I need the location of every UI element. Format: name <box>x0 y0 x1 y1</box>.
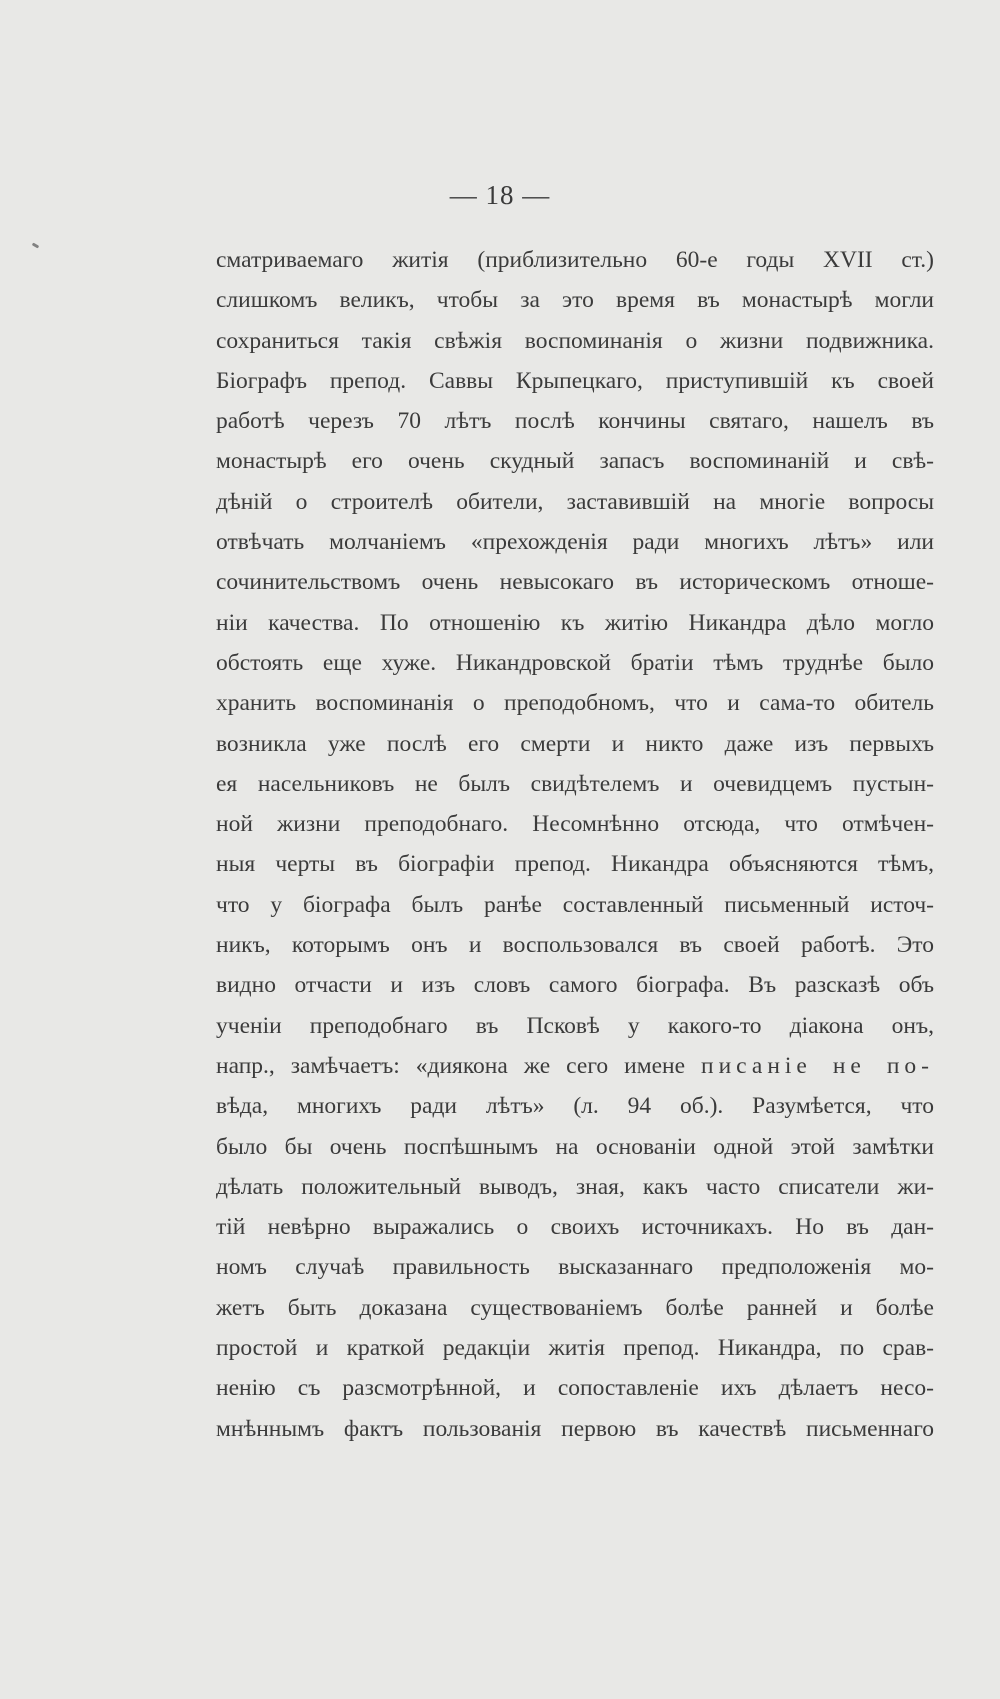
text-line: мнѣннымъ фактъ пользованія первою въ качествѣ письменнаго <box>216 1415 934 1442</box>
text-line: тій невѣрно выражались о своихъ источникахъ. Но въ дан- <box>216 1214 934 1241</box>
paper-speck <box>32 242 40 248</box>
text-line: монастырѣ его очень скудный запасъ воспоминаній и свѣ- <box>216 448 934 475</box>
text-line: обстоять еще хуже. Никандровской братіи тѣмъ труднѣе было <box>216 649 934 676</box>
text-line: что у біографа былъ ранѣе составленный письменный источ- <box>216 891 934 918</box>
text-line: ненію съ разсмотрѣнной, и сопоставленіе ихъ дѣлаетъ несо- <box>216 1375 934 1402</box>
text-line: ной жизни преподобнаго. Несомнѣнно отсюда, что отмѣчен- <box>216 811 934 838</box>
text-line: дѣній о строителѣ обители, заставившій на многіе вопросы <box>216 488 934 515</box>
text-line: простой и краткой редакціи житія препод. Никандра, по срав- <box>216 1335 934 1362</box>
text-line: ніи качества. По отношенію къ житію Никандра дѣло могло <box>216 609 934 636</box>
spaced-emphasis: писаніе не по- <box>701 1052 934 1079</box>
text-line: отвѣчать молчаніемъ «прехожденія ради многихъ лѣтъ» или <box>216 529 934 556</box>
text-line: дѣлать положительный выводъ, зная, какъ часто списатели жи- <box>216 1173 934 1200</box>
text-segment: напр., замѣчаетъ: «диякона же сего имене <box>216 1052 686 1079</box>
page-number: — 18 — <box>449 180 551 210</box>
text-line: работѣ черезъ 70 лѣтъ послѣ кончины святаго, нашелъ въ <box>216 408 934 435</box>
text-line: было бы очень поспѣшнымъ на основаніи одной этой замѣтки <box>216 1133 934 1160</box>
text-line: возникла уже послѣ его смерти и никто даже изъ первыхъ <box>216 730 934 757</box>
text-line: видно отчасти и изъ словъ самого біографа. Въ разсказѣ объ <box>216 972 934 999</box>
text-line: сматриваемаго житія (приблизительно 60-е годы XVII ст.) <box>216 247 934 273</box>
text-line: вѣда, многихъ ради лѣтъ» (л. 94 об.). Разумѣется, что <box>216 1093 934 1120</box>
text-line: Біографъ препод. Саввы Крыпецкаго, приступившій къ своей <box>216 367 934 394</box>
text-line-with-spaced-quote <box>216 1046 934 1086</box>
text-line: никъ, которымъ онъ и воспользовался въ своей работѣ. Это <box>216 932 934 959</box>
body-text <box>216 240 934 1449</box>
text-line: ныя черты въ біографіи препод. Никандра объясняются тѣмъ, <box>216 851 934 878</box>
text-line: ученіи преподобнаго въ Псковѣ у какого-то діакона онъ, <box>216 1012 934 1039</box>
text-line: хранить воспоминанія о преподобномъ, что и сама-то обитель <box>216 690 934 717</box>
text-line: жетъ быть доказана существованіемъ болѣе ранней и болѣе <box>216 1294 934 1321</box>
text-line: номъ случаѣ правильность высказаннаго предположенія мо- <box>216 1254 934 1281</box>
text-line: слишкомъ великъ, чтобы за это время въ монастырѣ могли <box>216 287 934 314</box>
text-line: сохраниться такія свѣжія воспоминанія о жизни подвижника. <box>216 327 934 354</box>
text-line: сочинительствомъ очень невысокаго въ историческомъ отноше- <box>216 569 934 596</box>
text-line: ея насельниковъ не былъ свидѣтелемъ и очевидцемъ пустын- <box>216 770 934 797</box>
